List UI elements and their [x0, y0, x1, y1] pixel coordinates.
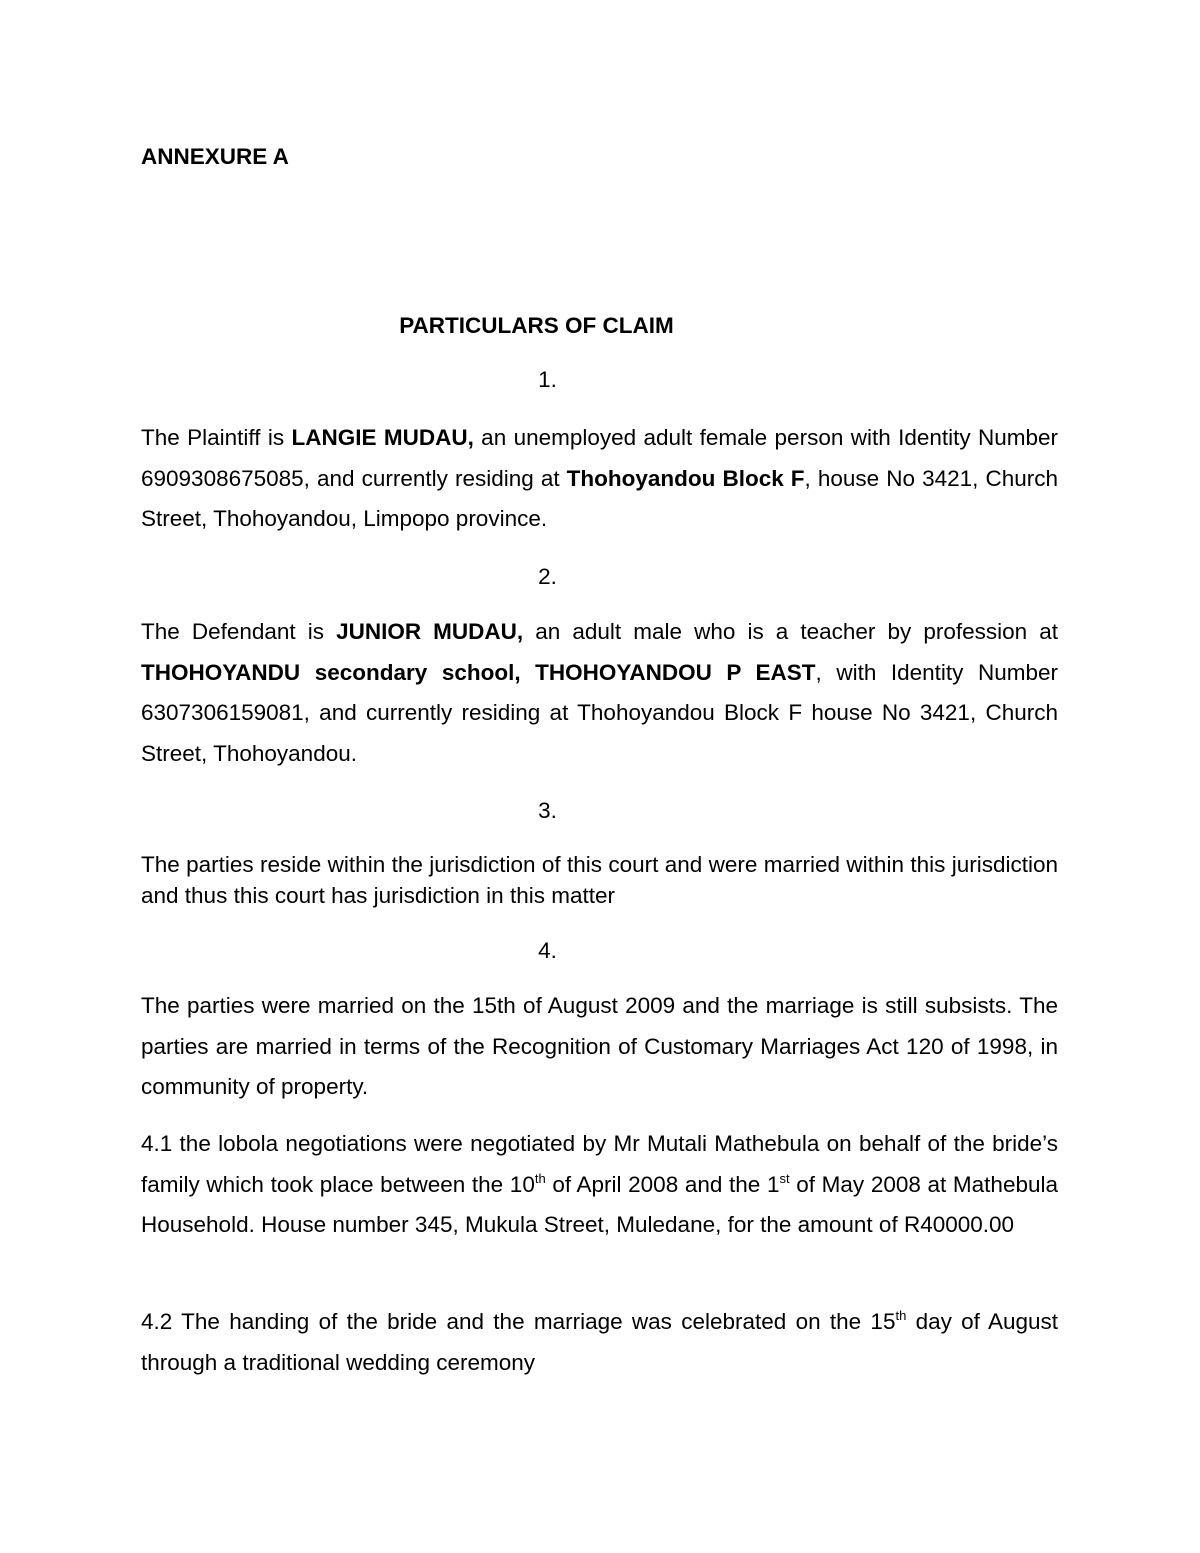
plaintiff-name: LANGIE MUDAU,	[291, 425, 474, 450]
section-number-2: 2.	[538, 564, 557, 589]
superscript-th: th	[534, 1170, 546, 1186]
paragraph-4-2-text-a: 4.2 The handing of the bride and the marriage was celebrated on the 15	[141, 1309, 896, 1334]
paragraph-4-1-text-b: of April 2008 and the 1	[545, 1171, 780, 1197]
paragraph-4-1-text-c: of May 2008 at Mathebula Household. House number 345, Mukula Street, Muledane, for the amount of R40000.00	[141, 1171, 1058, 1238]
paragraph-4-1	[141, 1124, 1058, 1246]
defendant-school-bold: THOHOYANDU secondary school, THOHOYANDOU P EAST	[141, 659, 816, 685]
paragraph-1-text-b: an unemployed adult female person with Identity Number 6909308675085, and currently residing at	[141, 425, 1058, 491]
paragraph-2-text-a: The Defendant is	[141, 619, 337, 644]
annexure-heading: ANNEXURE A	[141, 144, 289, 169]
superscript-st: st	[779, 1170, 790, 1186]
paragraph-4-1-text-a: 4.1 the lobola negotiations were negotiated by Mr Mutali Mathebula on behalf of the bride’s family which took place between the 10	[141, 1131, 1058, 1197]
paragraph-2	[141, 612, 1058, 774]
plaintiff-address-bold: Thohoyandou Block F	[566, 465, 805, 491]
section-number-1: 1.	[538, 367, 557, 392]
section-number-3: 3.	[538, 798, 557, 823]
section-number-4: 4.	[538, 938, 557, 963]
paragraph-2-text-b: an adult male who is a teacher by profession at	[523, 619, 1058, 644]
paragraph-4-2	[141, 1302, 1058, 1383]
paragraph-3: The parties reside within the jurisdiction of this court and were married within this jurisdiction and thus this court has jurisdiction in this matter	[141, 852, 1058, 908]
paragraph-1-text-c: , house No 3421, Church Street, Thohoyandou, Limpopo province.	[141, 465, 1058, 531]
defendant-name: JUNIOR MUDAU,	[336, 619, 524, 644]
paragraph-2-text-c: , with Identity Number 6307306159081, and currently residing at Thohoyandou Block F house No 3421, Church Street, Thohoyandou.	[141, 659, 1059, 766]
paragraph-1-text-a: The Plaintiff is	[141, 425, 292, 450]
document-title: PARTICULARS OF CLAIM	[399, 313, 674, 338]
paragraph-4-2-text-b: day of August through a traditional wedding ceremony	[141, 1309, 1059, 1375]
superscript-th: th	[895, 1308, 907, 1323]
paragraph-1	[141, 418, 1058, 540]
paragraph-4: The parties were married on the 15th of August 2009 and the marriage is still subsists. The parties are married in terms of the Recognition of Customary Marriages Act 120 of 1998, in community of property.	[141, 993, 1058, 1099]
